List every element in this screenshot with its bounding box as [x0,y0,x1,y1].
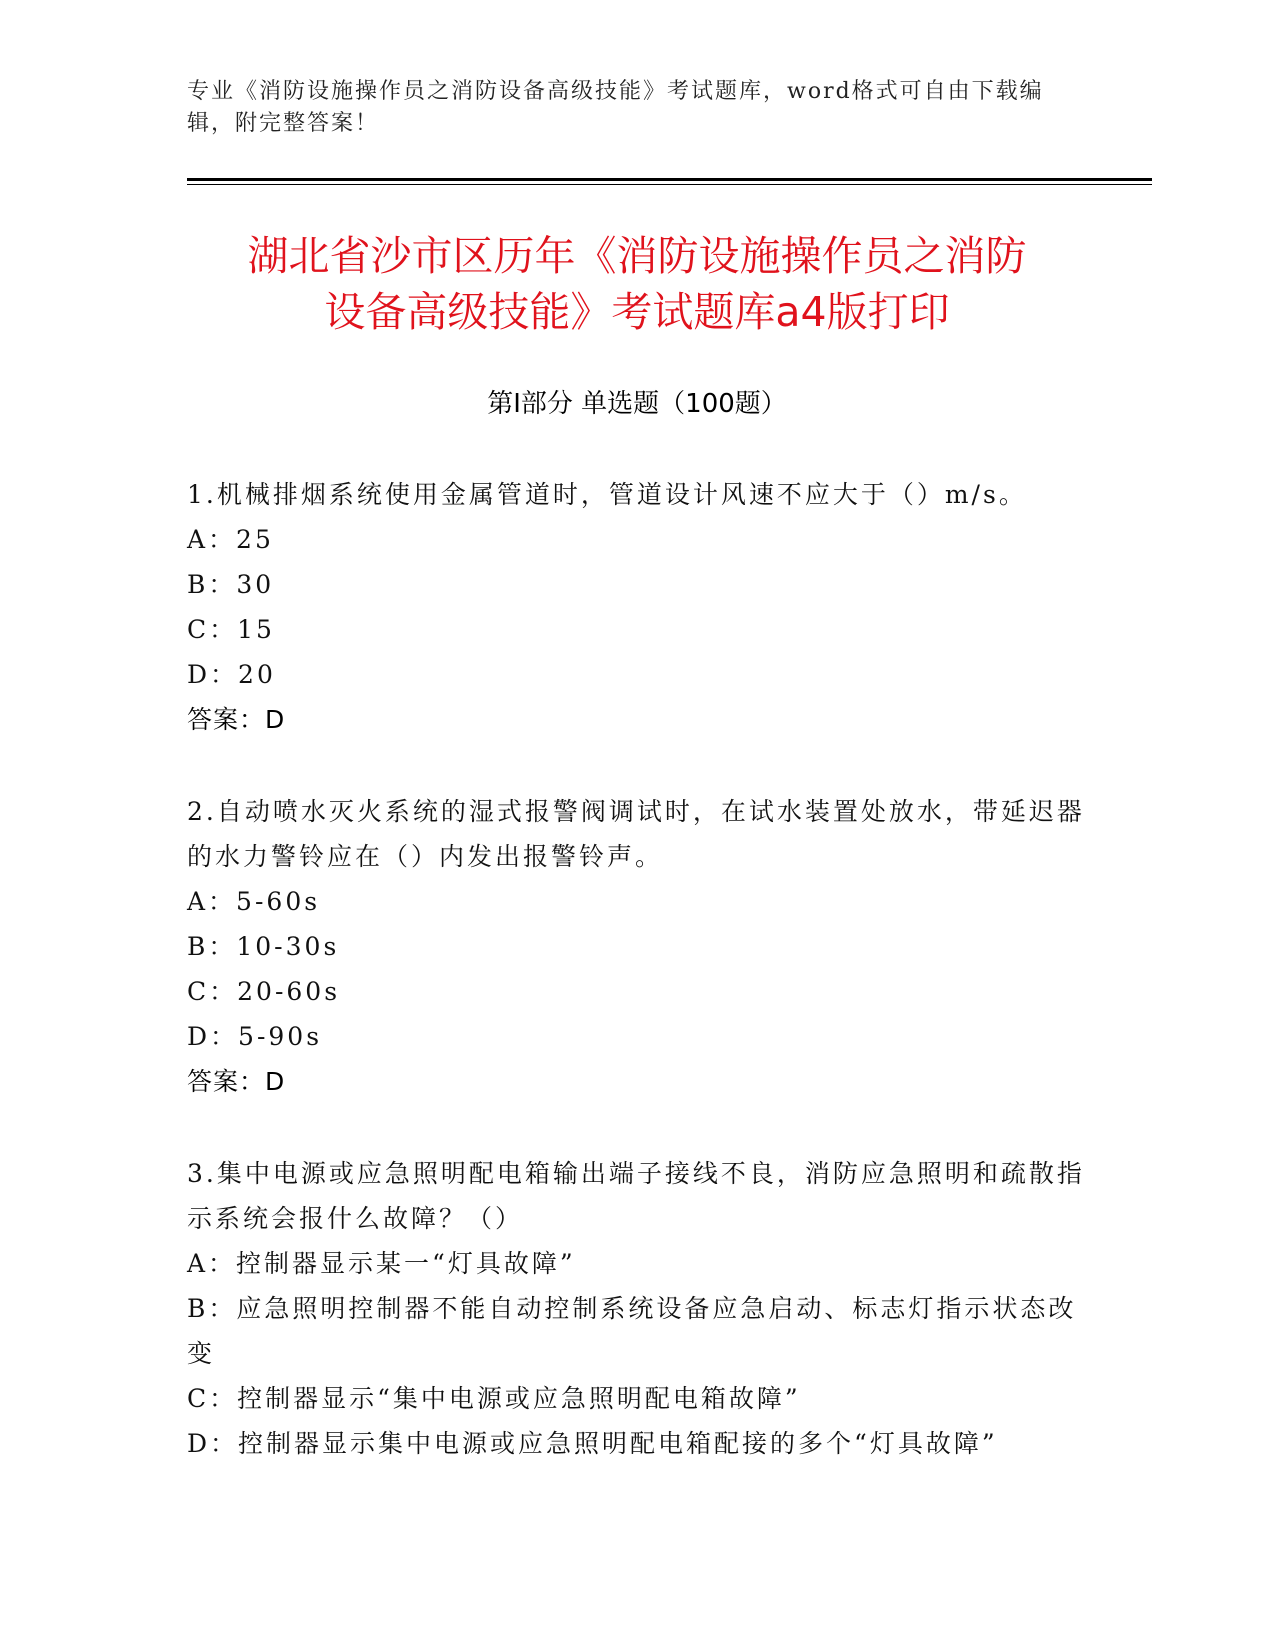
section-title: 第Ⅰ部分 单选题（100题） [487,389,787,419]
option-c: C：20-60s [187,977,341,1006]
question-stem: 1.机械排烟系统使用金属管道时，管道设计风速不应大于（）m/s。 [187,480,1027,509]
option-d: D：控制器显示集中电源或应急照明配电箱配接的多个“灯具故障” [187,1429,998,1458]
option-b: B：30 [187,570,275,599]
option-a: A：5-60s [187,887,321,916]
document-title-line-1: 湖北省沙市区历年《消防设施操作员之消防 [247,232,1027,280]
option-d: D：5-90s [187,1022,323,1051]
answer: 答案：D [187,705,286,734]
option-c: C：控制器显示“集中电源或应急照明配电箱故障” [187,1384,801,1413]
question-3 [187,1151,1087,1466]
question-1 [187,472,1087,742]
option-d: D：20 [187,660,276,689]
question-stem: 3.集中电源或应急照明配电箱输出端子接线不良，消防应急照明和疏散指示系统会报什么故障？（） [187,1159,1085,1233]
header-rule-thin [187,184,1152,185]
document-title [187,228,1087,340]
option-a: A：控制器显示某一“灯具故障” [187,1249,576,1278]
question-list [187,472,1087,1513]
header-rule-thick [187,178,1152,181]
option-a: A：25 [187,525,274,554]
option-b: B：10-30s [187,932,340,961]
option-c: C：15 [187,615,275,644]
option-b: B：应急照明控制器不能自动控制系统设备应急启动、标志灯指示状态改变 [187,1294,1077,1368]
question-stem: 2.自动喷水灭火系统的湿式报警阀调试时，在试水装置处放水，带延迟器的水力警铃应在（）内发出报警铃声。 [187,797,1085,871]
document-title-line-2: 设备高级技能》考试题库a4版打印 [324,288,950,336]
page-header-note: 专业《消防设施操作员之消防设备高级技能》考试题库，word格式可自由下载编辑，附完整答案！ [187,79,1044,136]
answer: 答案：D [187,1067,286,1096]
question-2 [187,789,1087,1104]
